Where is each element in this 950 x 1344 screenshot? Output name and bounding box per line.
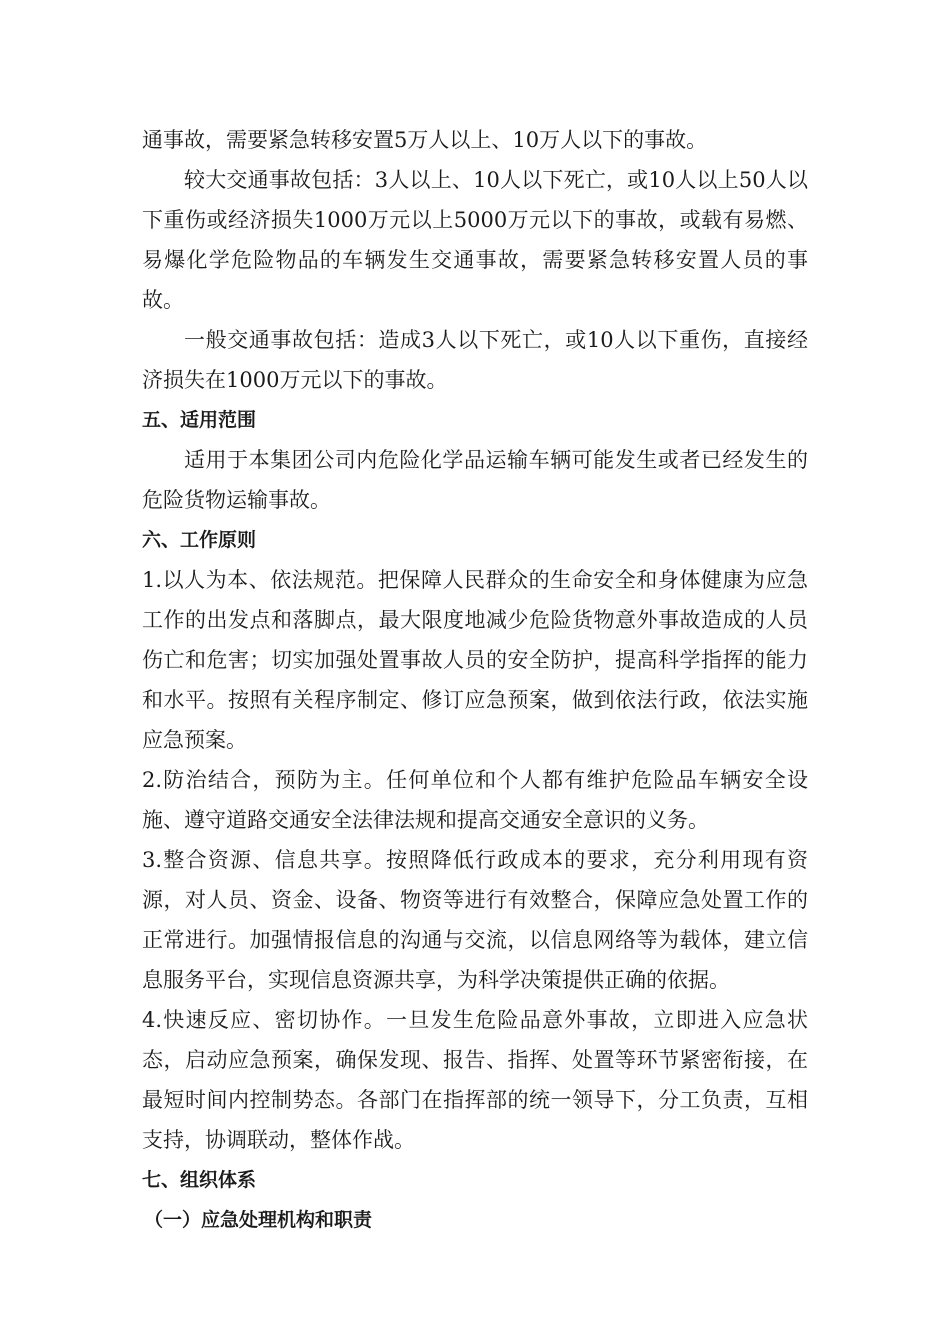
paragraph-continuation: 通事故，需要紧急转移安置5万人以上、10万人以下的事故。 [142,128,708,152]
principle-item-3: 3.整合资源、信息共享。按照降低行政成本的要求，充分利用现有资源，对人员、资金、设备、物资等进行有效整合，保障应急处置工作的正常进行。加强情报信息的沟通与交流，以信息网络等为载体，建立信息服务平台，实现信息资源共享，为科学决策提供正确的依据。 [142,848,808,992]
principle-item-1: 1.以人为本、依法规范。把保障人民群众的生命安全和身体健康为应急工作的出发点和落脚点，最大限度地减少危险货物意外事故造成的人员伤亡和危害；切实加强处置事故人员的安全防护，提高科学指挥的能力和水平。按照有关程序制定、修订应急预案，做到依法行政，依法实施应急预案。 [142,568,808,752]
section-heading-scope: 五、适用范围 [142,409,257,431]
section-heading-principles: 六、工作原则 [142,529,257,551]
principle-item-4: 4.快速反应、密切协作。一旦发生危险品意外事故，立即进入应急状态，启动应急预案，确保发现、报告、指挥、处置等环节紧密衔接，在最短时间内控制势态。各部门在指挥部的统一领导下，分工负责，互相支持，协调联动，整体作战。 [142,1008,808,1152]
paragraph-general-accident: 一般交通事故包括：造成3人以下死亡，或10人以下重伤，直接经济损失在1000万元以下的事故。 [142,328,808,392]
paragraph-scope: 适用于本集团公司内危险化学品运输车辆可能发生或者已经发生的危险货物运输事故。 [142,448,808,512]
principle-item-2: 2.防治结合，预防为主。任何单位和个人都有维护危险品车辆安全设施、遵守道路交通安全法律法规和提高交通安全意识的义务。 [142,768,808,832]
subsection-heading-emergency-agency: （一）应急处理机构和职责 [144,1209,373,1231]
document-page [142,120,808,1240]
section-heading-organization: 七、组织体系 [142,1169,257,1191]
paragraph-major-accident: 较大交通事故包括：3人以上、10人以下死亡，或10人以上50人以下重伤或经济损失1000万元以上5000万元以下的事故，或载有易燃、易爆化学危险物品的车辆发生交通事故，需要紧急转移安置人员的事故。 [142,168,808,312]
